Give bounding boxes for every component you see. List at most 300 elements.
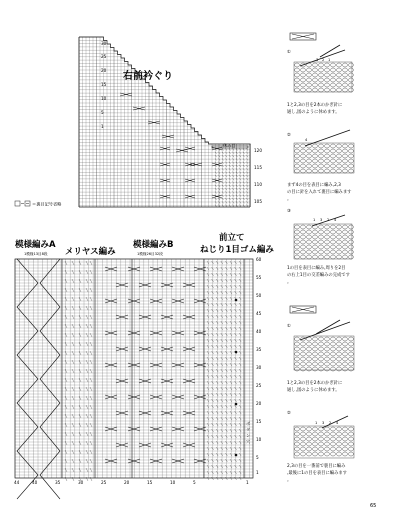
twist-mark — [221, 369, 223, 372]
twist-mark — [226, 195, 228, 197]
row-number: 20 — [101, 68, 107, 73]
twist-mark — [207, 333, 209, 336]
twist-mark — [65, 477, 67, 481]
twist-mark — [233, 188, 235, 190]
stitch-label: 1 — [313, 218, 316, 222]
twist-mark — [243, 149, 245, 151]
twist-mark — [229, 149, 231, 151]
twist-mark — [212, 405, 214, 408]
twist-mark — [65, 450, 67, 454]
twist-mark — [230, 327, 232, 330]
twist-mark — [239, 345, 241, 348]
neckline-chart — [79, 37, 262, 207]
buttonhole-char: タ — [246, 427, 251, 432]
twist-mark — [236, 201, 238, 203]
twist-mark — [65, 288, 67, 292]
twist-mark — [65, 351, 67, 355]
twist-mark — [212, 333, 214, 336]
twist-mark — [221, 315, 223, 318]
twist-mark — [90, 324, 92, 328]
twist-mark — [207, 339, 209, 342]
twist-mark — [247, 165, 249, 167]
twist-mark — [221, 441, 223, 444]
row-number: 45 — [256, 311, 262, 316]
twist-mark — [65, 441, 67, 445]
twist-mark — [225, 459, 227, 462]
twist-mark — [230, 453, 232, 456]
twist-mark — [226, 149, 228, 151]
twist-mark — [72, 378, 74, 382]
pattern-b-sub: 1模様26目32段 — [137, 252, 163, 256]
twist-mark — [72, 351, 74, 355]
twist-mark — [226, 168, 228, 170]
twist-mark — [225, 471, 227, 474]
twist-mark — [235, 339, 237, 342]
twist-mark — [216, 345, 218, 348]
step-number: ② — [287, 133, 291, 138]
symbol-legend — [15, 201, 62, 208]
stitch-label: 2 — [329, 421, 332, 425]
twist-mark — [219, 198, 221, 200]
twist-mark — [226, 205, 228, 207]
twist-mark — [90, 405, 92, 409]
buttonhole — [235, 351, 238, 354]
twist-mark — [221, 297, 223, 300]
twist-mark — [212, 435, 214, 438]
twist-mark — [212, 267, 214, 270]
twist-mark — [207, 477, 209, 480]
twist-mark — [221, 405, 223, 408]
twist-mark — [243, 191, 245, 193]
twist-mark — [216, 441, 218, 444]
twist-mark — [240, 152, 242, 154]
twist-mark — [207, 447, 209, 450]
twist-mark — [225, 381, 227, 384]
twist-mark — [219, 191, 221, 193]
twist-mark — [216, 351, 218, 354]
twist-mark — [226, 191, 228, 193]
twist-mark — [243, 165, 245, 167]
twist-mark — [239, 327, 241, 330]
buttonhole — [235, 454, 238, 457]
twist-mark — [243, 178, 245, 180]
twist-mark — [247, 185, 249, 187]
twist-mark — [247, 198, 249, 200]
row-number: 5 — [101, 110, 104, 115]
twist-mark — [90, 261, 92, 265]
twist-mark — [225, 429, 227, 432]
twist-mark — [216, 309, 218, 312]
twist-mark — [240, 155, 242, 157]
twist-mark — [222, 201, 224, 203]
twist-mark — [221, 465, 223, 468]
twist-mark — [86, 405, 88, 409]
twist-mark — [86, 360, 88, 364]
twist-mark — [207, 393, 209, 396]
row-number: 60 — [256, 257, 262, 262]
twist-mark — [65, 378, 67, 382]
twist-mark — [219, 155, 221, 157]
twist-mark — [226, 201, 228, 203]
twist-mark — [230, 393, 232, 396]
twist-mark — [212, 393, 214, 396]
twist-mark — [225, 411, 227, 414]
twist-mark — [235, 381, 237, 384]
twist-mark — [225, 369, 227, 372]
twist-mark — [72, 432, 74, 436]
twist-mark — [222, 158, 224, 160]
twist-mark — [207, 327, 209, 330]
twist-mark — [233, 155, 235, 157]
twist-mark — [86, 441, 88, 445]
twist-mark — [216, 357, 218, 360]
twist-mark — [212, 315, 214, 318]
twist-mark — [216, 411, 218, 414]
buttonhole — [235, 299, 238, 302]
step-text — [287, 101, 344, 115]
bind-off-label: 休み目 — [223, 143, 236, 148]
twist-mark — [86, 459, 88, 463]
cable-steps — [287, 33, 354, 483]
row-number: 55 — [256, 275, 262, 280]
twist-mark — [207, 417, 209, 420]
row-number: 120 — [254, 148, 262, 153]
twist-mark — [216, 297, 218, 300]
twist-mark — [222, 178, 224, 180]
stitch-label: 1 — [315, 421, 318, 425]
twist-mark — [212, 453, 214, 456]
twist-mark — [221, 291, 223, 294]
twist-mark — [229, 188, 231, 190]
twist-mark — [225, 375, 227, 378]
row-number: 25 — [256, 383, 262, 388]
knit-swatch-illustration — [294, 320, 354, 371]
twist-mark — [225, 261, 227, 264]
twist-mark — [230, 309, 232, 312]
twist-mark — [221, 417, 223, 420]
twist-mark — [216, 279, 218, 282]
column-number: 25 — [101, 480, 107, 485]
column-number: 10 — [170, 480, 176, 485]
twist-mark — [215, 162, 217, 164]
twist-mark — [86, 378, 88, 382]
twist-mark — [65, 387, 67, 391]
twist-mark — [235, 465, 237, 468]
twist-mark — [72, 261, 74, 265]
column-number: 44 — [14, 480, 20, 485]
twist-mark — [216, 375, 218, 378]
row-number: 15 — [256, 419, 262, 424]
twist-mark — [212, 399, 214, 402]
twist-mark — [72, 306, 74, 310]
twist-mark — [226, 165, 228, 167]
twist-mark — [207, 441, 209, 444]
twist-mark — [86, 324, 88, 328]
twist-mark — [225, 285, 227, 288]
twist-mark — [222, 182, 224, 184]
twist-mark — [207, 381, 209, 384]
twist-mark — [72, 297, 74, 301]
twist-mark — [212, 381, 214, 384]
stitch-label: 2 — [322, 58, 325, 62]
twist-mark — [86, 450, 88, 454]
twist-mark — [243, 195, 245, 197]
twist-mark — [235, 363, 237, 366]
twist-mark — [229, 195, 231, 197]
twist-mark — [230, 417, 232, 420]
step-text-line: ,最後に1の目を表目に編みます — [287, 471, 347, 476]
twist-mark — [230, 459, 232, 462]
twist-mark — [230, 279, 232, 282]
twist-mark — [65, 414, 67, 418]
twist-mark — [219, 152, 221, 154]
buttonhole — [235, 403, 238, 406]
twist-mark — [235, 285, 237, 288]
twist-mark — [212, 441, 214, 444]
twist-mark — [230, 423, 232, 426]
body-chart-labels — [14, 232, 274, 257]
neckline-title: 右前衿ぐり — [123, 71, 173, 82]
twist-mark — [72, 405, 74, 409]
row-number: 1 — [256, 470, 259, 475]
twist-mark — [207, 375, 209, 378]
twist-mark — [229, 168, 231, 170]
twist-mark — [226, 185, 228, 187]
twist-mark — [230, 357, 232, 360]
twist-mark — [247, 152, 249, 154]
twist-mark — [86, 477, 88, 481]
twist-mark — [229, 205, 231, 207]
twist-mark — [221, 375, 223, 378]
twist-mark — [221, 339, 223, 342]
twist-mark — [225, 435, 227, 438]
twist-mark — [207, 261, 209, 264]
twist-mark — [230, 297, 232, 300]
twist-mark — [86, 261, 88, 265]
twist-mark — [212, 363, 214, 366]
twist-mark — [236, 175, 238, 177]
twist-mark — [221, 447, 223, 450]
twist-mark — [240, 188, 242, 190]
twist-mark — [72, 477, 74, 481]
twist-mark — [247, 175, 249, 177]
twist-mark — [236, 172, 238, 174]
neckline-row-numbers — [101, 41, 262, 204]
twist-mark — [247, 149, 249, 151]
twist-mark — [247, 162, 249, 164]
twist-mark — [229, 198, 231, 200]
twist-mark — [216, 267, 218, 270]
twist-mark — [219, 182, 221, 184]
twist-mark — [72, 342, 74, 346]
twist-mark — [65, 261, 67, 265]
twist-mark — [212, 471, 214, 474]
twist-mark — [240, 175, 242, 177]
twist-mark — [72, 270, 74, 274]
twist-mark — [239, 285, 241, 288]
twist-mark — [215, 191, 217, 193]
twist-mark — [90, 468, 92, 472]
twist-mark — [230, 285, 232, 288]
twist-mark — [215, 168, 217, 170]
twist-mark — [86, 423, 88, 427]
twist-mark — [230, 387, 232, 390]
twist-mark — [240, 182, 242, 184]
twist-mark — [247, 205, 249, 207]
twist-mark — [226, 182, 228, 184]
twist-mark — [216, 429, 218, 432]
twist-mark — [239, 465, 241, 468]
twist-mark — [243, 188, 245, 190]
twist-mark — [239, 321, 241, 324]
twist-mark — [229, 152, 231, 154]
twist-mark — [221, 381, 223, 384]
step-text-span: 1と2,3の目を2本のかぎ針に — [287, 103, 343, 108]
twist-mark — [65, 468, 67, 472]
twist-mark — [216, 447, 218, 450]
twist-mark — [90, 387, 92, 391]
twist-mark — [226, 158, 228, 160]
twist-mark — [240, 149, 242, 151]
twist-mark — [243, 172, 245, 174]
twist-mark — [239, 273, 241, 276]
twist-mark — [233, 162, 235, 164]
twist-mark — [212, 285, 214, 288]
twist-mark — [212, 465, 214, 468]
twist-mark — [72, 396, 74, 400]
twist-mark — [212, 291, 214, 294]
twist-mark — [235, 369, 237, 372]
twist-mark — [233, 205, 235, 207]
twist-mark — [216, 261, 218, 264]
twist-mark — [236, 188, 238, 190]
twist-mark — [247, 182, 249, 184]
twist-mark — [216, 465, 218, 468]
twist-mark — [216, 453, 218, 456]
twist-mark — [212, 279, 214, 282]
twist-mark — [216, 369, 218, 372]
twist-mark — [235, 303, 237, 306]
twist-mark — [212, 459, 214, 462]
twist-mark — [236, 162, 238, 164]
twist-mark — [207, 405, 209, 408]
twist-mark — [65, 459, 67, 463]
twist-mark — [239, 447, 241, 450]
body-row-numbers — [256, 257, 262, 475]
twist-mark — [86, 468, 88, 472]
twist-mark — [207, 465, 209, 468]
twist-mark — [222, 188, 224, 190]
twist-mark — [221, 351, 223, 354]
twist-mark — [207, 357, 209, 360]
stitch-label: 4 — [336, 421, 339, 425]
twist-mark — [222, 149, 224, 151]
row-number: 25 — [101, 54, 107, 59]
twist-mark — [90, 414, 92, 418]
twist-mark — [225, 345, 227, 348]
column-number: 40 — [32, 480, 38, 485]
body-grid — [15, 259, 253, 499]
stitch-label: 3 — [322, 421, 325, 425]
twist-mark — [90, 342, 92, 346]
twist-mark — [236, 182, 238, 184]
twist-mark — [216, 459, 218, 462]
twist-mark — [226, 172, 228, 174]
twist-mark — [90, 306, 92, 310]
knit-swatch-illustration — [294, 215, 353, 259]
twist-mark — [236, 195, 238, 197]
twist-mark — [235, 459, 237, 462]
twist-mark — [229, 158, 231, 160]
twist-mark — [230, 267, 232, 270]
twist-mark — [235, 399, 237, 402]
twist-mark — [216, 477, 218, 480]
twist-mark — [236, 165, 238, 167]
twist-mark — [247, 188, 249, 190]
twist-mark — [239, 339, 241, 342]
twist-mark — [65, 279, 67, 283]
twist-mark — [235, 375, 237, 378]
twist-mark — [235, 333, 237, 336]
stitch-label: 3 — [320, 218, 323, 222]
twist-mark — [215, 175, 217, 177]
twist-mark — [235, 345, 237, 348]
twist-mark — [221, 477, 223, 480]
step-text-line: 。 — [287, 478, 292, 483]
twist-mark — [216, 321, 218, 324]
twist-mark — [230, 345, 232, 348]
twist-mark — [212, 477, 214, 480]
twist-mark — [222, 205, 224, 207]
twist-mark — [72, 369, 74, 373]
twist-mark — [90, 396, 92, 400]
twist-mark — [225, 321, 227, 324]
twist-mark — [229, 175, 231, 177]
twist-mark — [240, 168, 242, 170]
twist-mark — [230, 303, 232, 306]
twist-mark — [226, 178, 228, 180]
row-number: 10 — [256, 437, 262, 442]
twist-mark — [230, 447, 232, 450]
twist-mark — [233, 172, 235, 174]
twist-mark — [230, 465, 232, 468]
column-number: 30 — [78, 480, 84, 485]
twist-mark — [207, 291, 209, 294]
row-number: 30 — [101, 41, 107, 46]
twist-mark — [72, 288, 74, 292]
twist-mark — [239, 387, 241, 390]
twist-mark — [221, 333, 223, 336]
row-number: 15 — [101, 82, 107, 87]
twist-mark — [240, 205, 242, 207]
twist-mark — [247, 195, 249, 197]
step-number: ② — [287, 411, 291, 416]
twist-mark — [221, 303, 223, 306]
twist-mark — [229, 178, 231, 180]
twist-mark — [207, 303, 209, 306]
twist-mark — [229, 191, 231, 193]
twist-mark — [219, 175, 221, 177]
twist-mark — [225, 465, 227, 468]
twist-mark — [212, 303, 214, 306]
step-text-line: 。 — [287, 197, 292, 202]
twist-mark — [221, 459, 223, 462]
pattern-diagonal — [40, 475, 60, 499]
twist-mark — [243, 155, 245, 157]
twist-mark — [215, 165, 217, 167]
twist-mark — [236, 158, 238, 160]
twist-mark — [229, 182, 231, 184]
